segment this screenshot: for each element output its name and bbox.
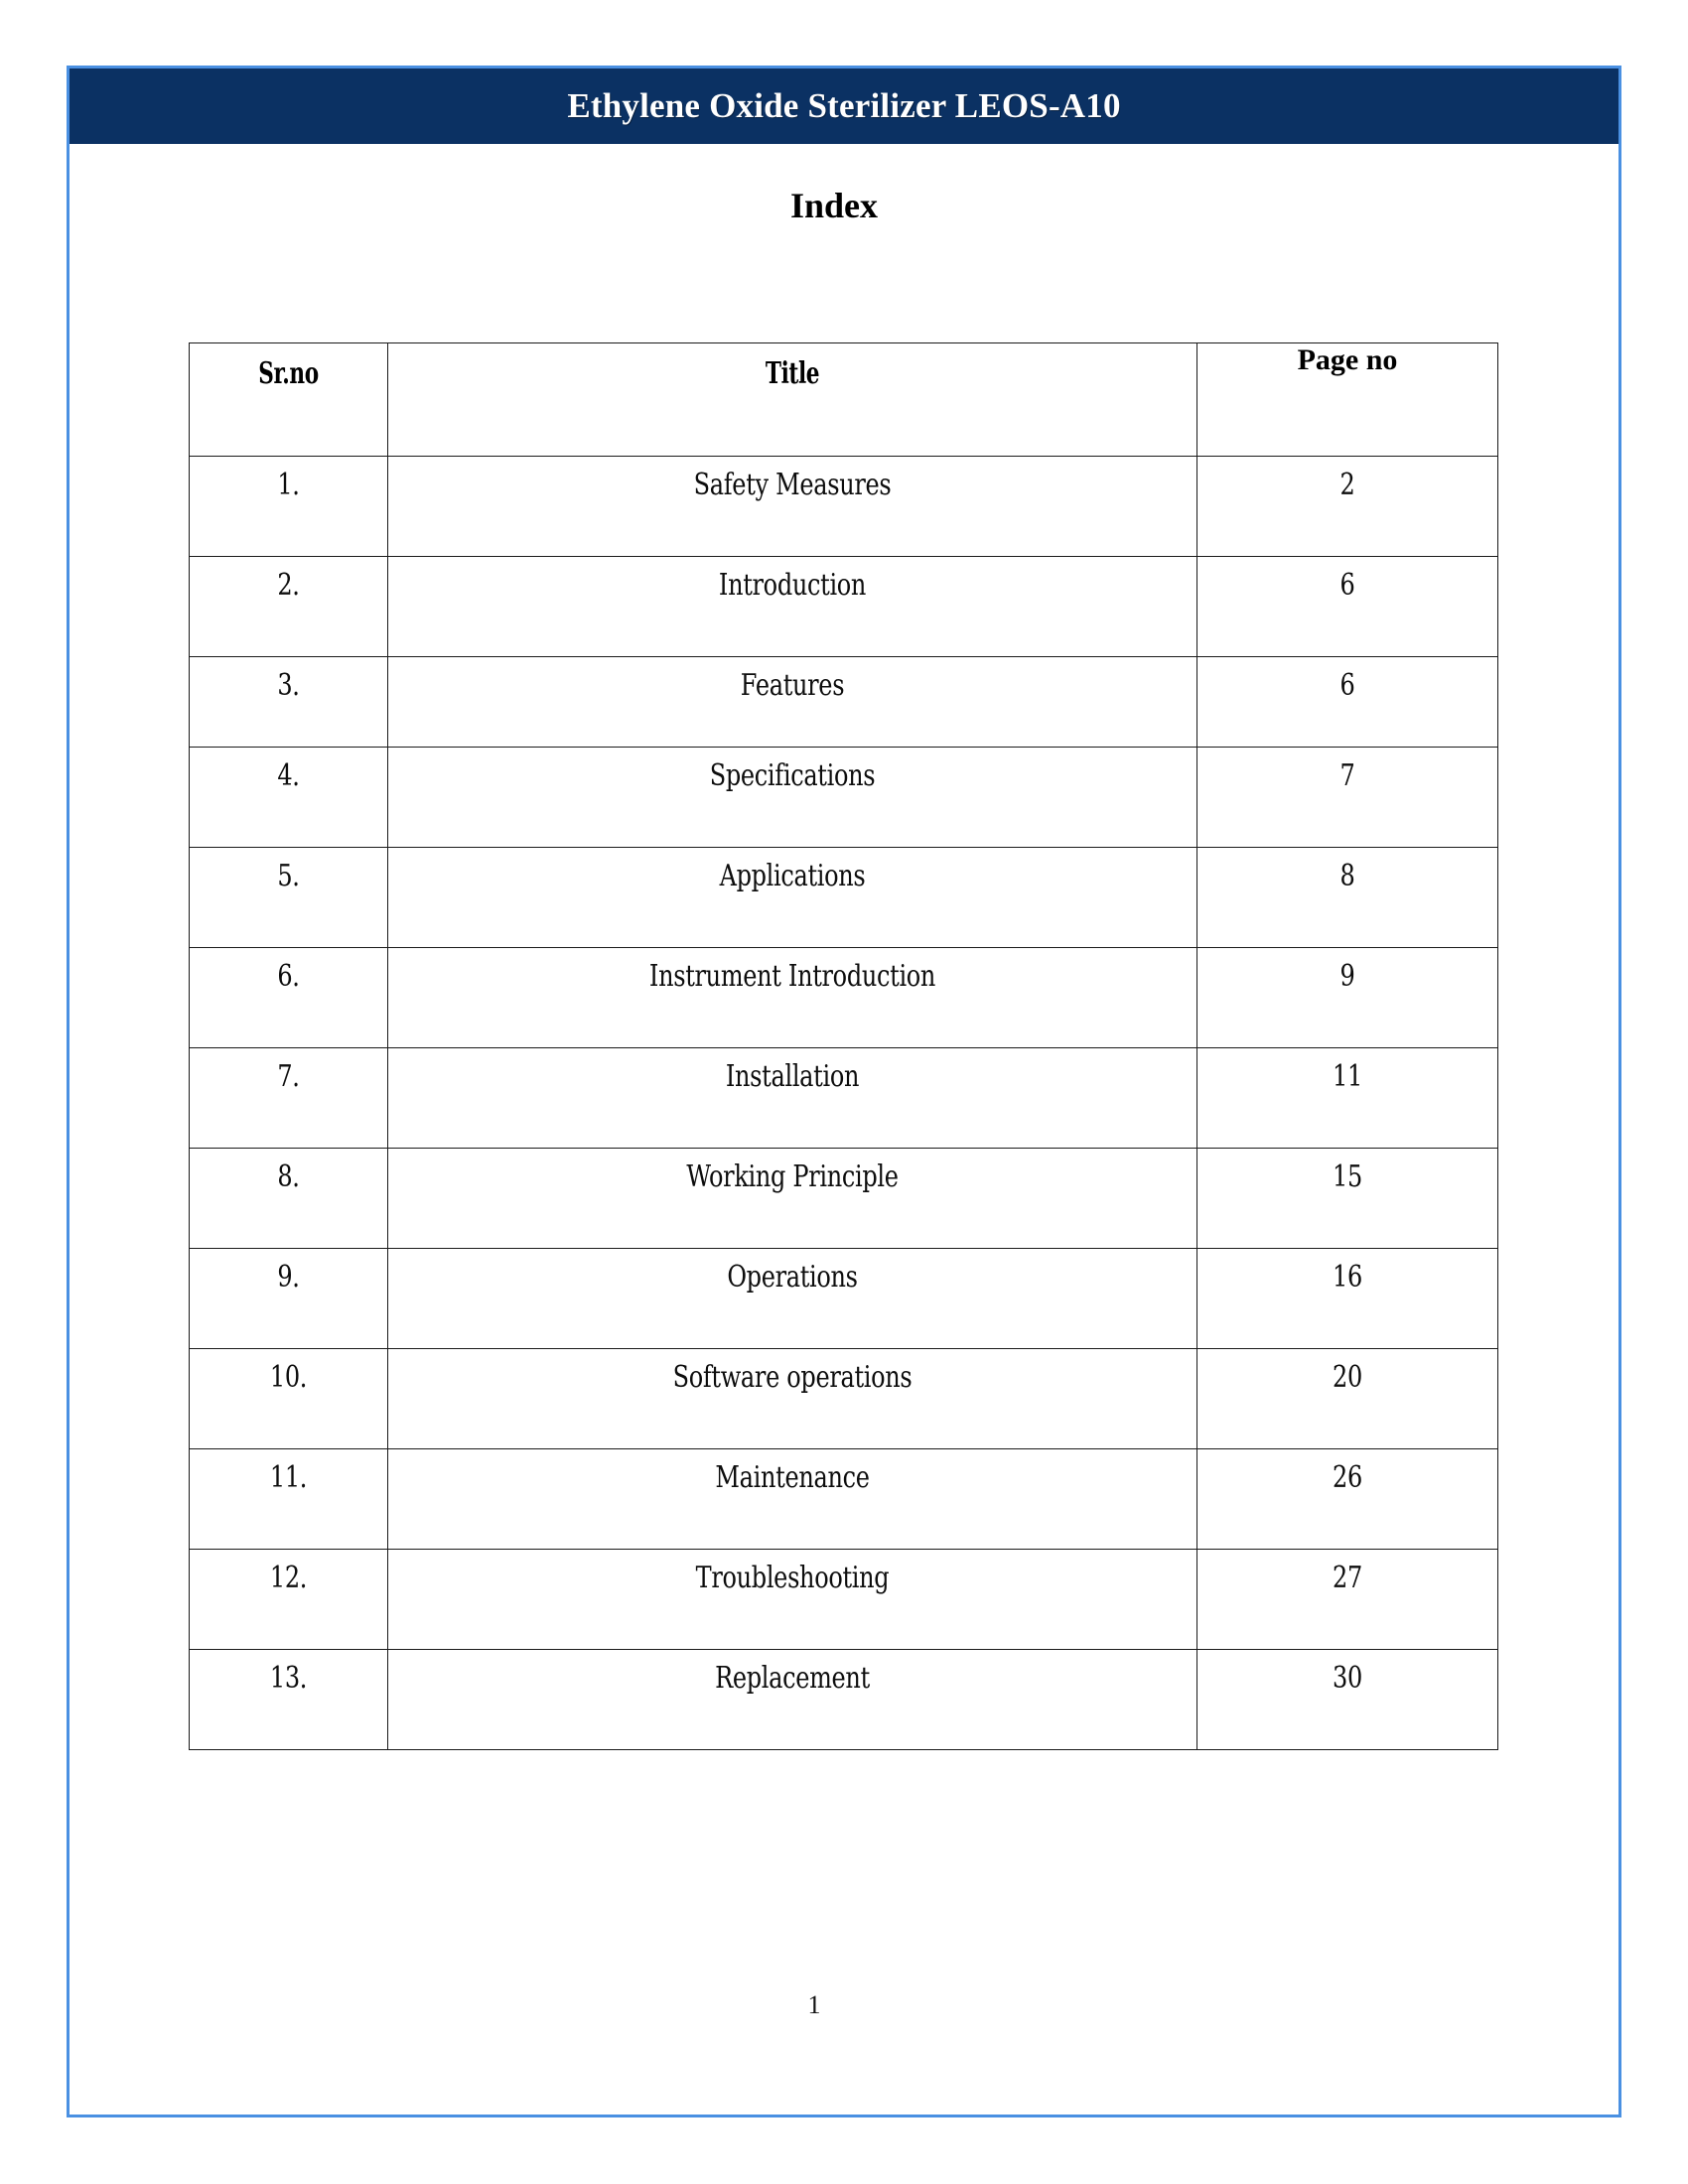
cell-title <box>388 1048 1197 1149</box>
cell-title-value: Features <box>740 668 845 703</box>
index-heading <box>0 185 1688 226</box>
cell-sr-no-value: 8. <box>277 1160 300 1194</box>
cell-sr-no <box>190 657 388 748</box>
cell-sr-no-value: 12. <box>269 1561 308 1595</box>
cell-page-no-value: 6 <box>1339 568 1355 603</box>
table-row <box>190 657 1498 748</box>
cell-title-value: Specifications <box>709 758 876 793</box>
cell-title-value: Maintenance <box>715 1460 870 1495</box>
cell-title <box>388 748 1197 848</box>
cell-page-no-value: 11 <box>1333 1059 1362 1094</box>
cell-sr-no <box>190 1048 388 1149</box>
cell-title-value: Instrument Introduction <box>648 959 936 994</box>
cell-sr-no-value: 9. <box>277 1260 300 1295</box>
cell-page-no <box>1197 1650 1498 1750</box>
cell-title-value: Introduction <box>718 568 867 603</box>
cell-sr-no-value: 4. <box>277 758 300 793</box>
cell-page-no-value: 16 <box>1333 1260 1362 1295</box>
cell-page-no-value: 15 <box>1333 1160 1362 1194</box>
table-row <box>190 848 1498 948</box>
column-header-title <box>388 343 1197 457</box>
cell-title <box>388 657 1197 748</box>
cell-sr-no <box>190 1550 388 1650</box>
cell-sr-no <box>190 1650 388 1750</box>
cell-title <box>388 848 1197 948</box>
cell-sr-no <box>190 848 388 948</box>
cell-sr-no <box>190 557 388 657</box>
document-title-banner <box>70 68 1618 144</box>
cell-sr-no <box>190 748 388 848</box>
cell-title-value: Working Principle <box>686 1160 899 1194</box>
cell-page-no-value: 7 <box>1339 758 1355 793</box>
footer-page-number <box>0 1990 1688 2020</box>
cell-title <box>388 948 1197 1048</box>
cell-sr-no-value: 10. <box>269 1360 308 1395</box>
table-row <box>190 1249 1498 1349</box>
cell-page-no <box>1197 1149 1498 1249</box>
cell-sr-no-value: 7. <box>277 1059 300 1094</box>
cell-page-no <box>1197 457 1498 557</box>
cell-page-no-value: 9 <box>1339 959 1355 994</box>
index-table <box>189 342 1498 1750</box>
cell-sr-no <box>190 1249 388 1349</box>
cell-sr-no <box>190 948 388 1048</box>
cell-page-no <box>1197 557 1498 657</box>
column-header-page-no <box>1197 343 1498 457</box>
cell-title-value: Troubleshooting <box>695 1561 890 1595</box>
table-row <box>190 1650 1498 1750</box>
cell-page-no-value: 30 <box>1333 1661 1362 1696</box>
cell-title <box>388 1550 1197 1650</box>
table-row <box>190 748 1498 848</box>
cell-sr-no-value: 11. <box>269 1460 308 1495</box>
column-header-title-label: Title <box>765 356 820 391</box>
cell-title-value: Applications <box>719 859 866 893</box>
table-row <box>190 1048 1498 1149</box>
cell-page-no-value: 8 <box>1339 859 1355 893</box>
cell-page-no <box>1197 1249 1498 1349</box>
cell-title-value: Software operations <box>672 1360 913 1395</box>
cell-sr-no <box>190 1349 388 1449</box>
cell-page-no <box>1197 657 1498 748</box>
table-row <box>190 457 1498 557</box>
cell-page-no-value: 20 <box>1333 1360 1362 1395</box>
cell-page-no-value: 6 <box>1339 668 1355 703</box>
cell-sr-no-value: 6. <box>277 959 300 994</box>
column-header-sr-no-label: Sr.no <box>258 356 319 391</box>
index-table-container <box>189 342 1497 1750</box>
cell-sr-no-value: 13. <box>269 1661 308 1696</box>
cell-title-value: Installation <box>725 1059 860 1094</box>
cell-sr-no-value: 2. <box>277 568 300 603</box>
index-heading-text: Index <box>789 186 879 225</box>
cell-page-no <box>1197 1349 1498 1449</box>
cell-page-no <box>1197 948 1498 1048</box>
table-header-row <box>190 343 1498 457</box>
footer-page-number-value: 1 <box>807 1990 821 2019</box>
cell-sr-no <box>190 1149 388 1249</box>
cell-sr-no <box>190 457 388 557</box>
table-row <box>190 1149 1498 1249</box>
cell-sr-no <box>190 1449 388 1550</box>
cell-title-value: Safety Measures <box>693 468 892 502</box>
cell-page-no-value: 26 <box>1333 1460 1362 1495</box>
table-row <box>190 1349 1498 1449</box>
column-header-page-no-label: Page no <box>1297 343 1398 376</box>
cell-sr-no-value: 1. <box>277 468 300 502</box>
cell-title <box>388 1249 1197 1349</box>
cell-page-no <box>1197 1550 1498 1650</box>
column-header-sr-no <box>190 343 388 457</box>
cell-title-value: Replacement <box>715 1661 870 1696</box>
cell-page-no-value: 2 <box>1339 468 1355 502</box>
cell-title <box>388 1349 1197 1449</box>
cell-title <box>388 457 1197 557</box>
cell-sr-no-value: 3. <box>277 668 300 703</box>
table-row <box>190 557 1498 657</box>
cell-title <box>388 1650 1197 1750</box>
table-row <box>190 948 1498 1048</box>
cell-page-no <box>1197 1449 1498 1550</box>
cell-page-no <box>1197 1048 1498 1149</box>
document-title: Ethylene Oxide Sterilizer LEOS-A10 <box>567 86 1121 125</box>
cell-title <box>388 557 1197 657</box>
table-row <box>190 1550 1498 1650</box>
cell-title-value: Operations <box>727 1260 858 1295</box>
cell-title <box>388 1149 1197 1249</box>
table-row <box>190 1449 1498 1550</box>
cell-sr-no-value: 5. <box>277 859 300 893</box>
cell-page-no <box>1197 748 1498 848</box>
cell-page-no <box>1197 848 1498 948</box>
cell-page-no-value: 27 <box>1333 1561 1362 1595</box>
cell-title <box>388 1449 1197 1550</box>
